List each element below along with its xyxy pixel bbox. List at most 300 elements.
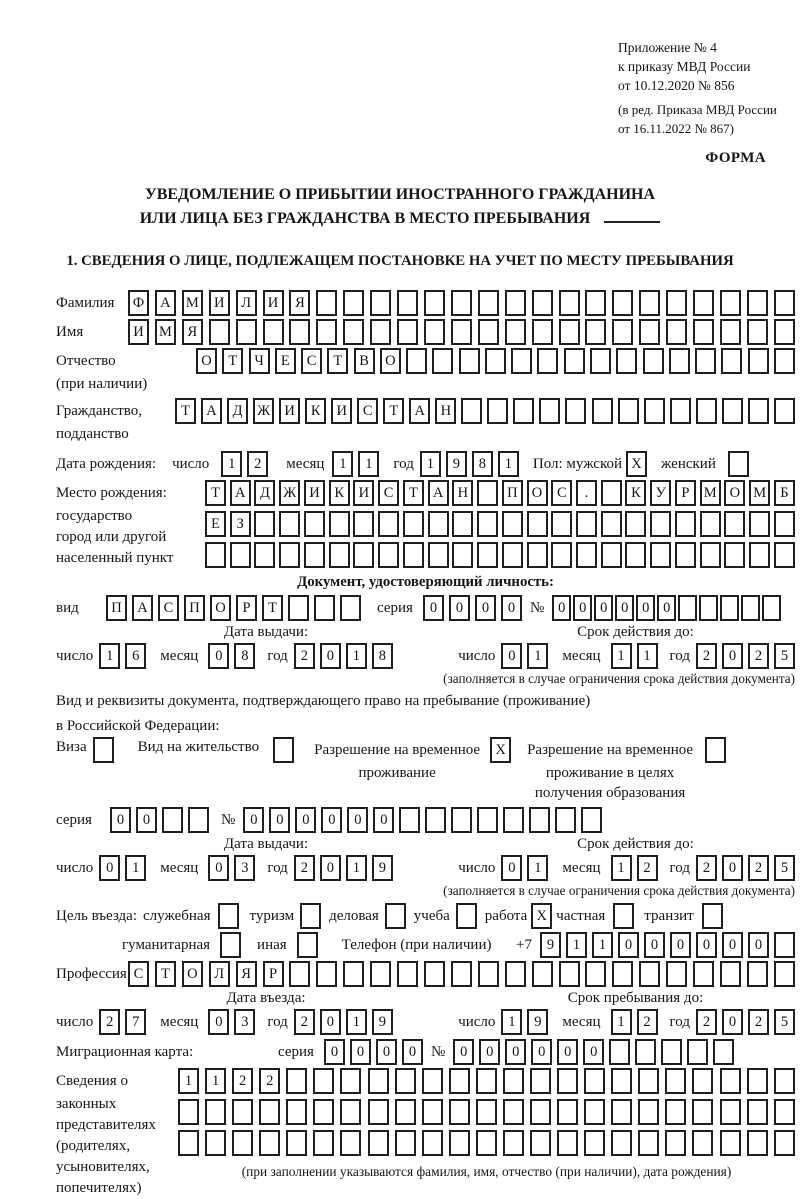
char-box[interactable] bbox=[236, 319, 257, 345]
char-box[interactable] bbox=[559, 319, 580, 345]
char-box-filled[interactable]: 0 bbox=[531, 1039, 552, 1065]
char-box-filled[interactable]: О bbox=[210, 595, 231, 621]
char-box-filled[interactable]: С bbox=[128, 961, 149, 987]
char-box[interactable] bbox=[188, 807, 209, 833]
char-box[interactable] bbox=[724, 542, 745, 568]
char-box-filled[interactable]: И bbox=[353, 480, 374, 506]
char-box-filled[interactable]: 0 bbox=[320, 855, 341, 881]
char-box[interactable] bbox=[286, 1068, 307, 1094]
char-box[interactable] bbox=[449, 1068, 470, 1094]
char-box[interactable] bbox=[370, 961, 391, 987]
char-box[interactable] bbox=[397, 961, 418, 987]
char-box[interactable] bbox=[529, 807, 550, 833]
char-box[interactable] bbox=[304, 511, 325, 537]
char-box[interactable] bbox=[205, 1130, 226, 1156]
char-box[interactable] bbox=[259, 1099, 280, 1125]
char-box[interactable] bbox=[584, 1068, 605, 1094]
char-box-filled[interactable]: 0 bbox=[670, 932, 691, 958]
char-box-filled[interactable]: А bbox=[230, 480, 251, 506]
char-box[interactable] bbox=[370, 319, 391, 345]
char-box[interactable] bbox=[316, 961, 337, 987]
char-box[interactable] bbox=[532, 961, 553, 987]
char-box[interactable] bbox=[461, 398, 482, 424]
char-box-filled[interactable]: 0 bbox=[321, 807, 342, 833]
char-box[interactable] bbox=[702, 903, 723, 929]
char-box[interactable] bbox=[368, 1068, 389, 1094]
char-box-filled[interactable]: 0 bbox=[722, 932, 743, 958]
char-box[interactable] bbox=[585, 961, 606, 987]
char-box[interactable] bbox=[695, 348, 716, 374]
char-box-filled[interactable]: 1 bbox=[611, 1009, 632, 1035]
char-box[interactable] bbox=[451, 807, 472, 833]
char-box-filled[interactable]: А bbox=[132, 595, 153, 621]
char-box[interactable] bbox=[564, 348, 585, 374]
char-box[interactable] bbox=[314, 595, 335, 621]
char-box[interactable] bbox=[316, 319, 337, 345]
char-box-filled[interactable]: 0 bbox=[644, 932, 665, 958]
char-box[interactable] bbox=[581, 807, 602, 833]
char-box-filled[interactable]: 2 bbox=[696, 643, 717, 669]
char-box-filled[interactable]: Р bbox=[236, 595, 257, 621]
char-box-filled[interactable]: 0 bbox=[320, 643, 341, 669]
char-box[interactable] bbox=[478, 319, 499, 345]
char-box-filled[interactable]: 0 bbox=[208, 643, 229, 669]
char-box-filled[interactable]: К bbox=[329, 480, 350, 506]
char-box-filled[interactable]: Ф bbox=[128, 290, 149, 316]
char-box-filled[interactable]: Я bbox=[182, 319, 203, 345]
char-box[interactable] bbox=[613, 903, 634, 929]
char-box-filled[interactable]: 0 bbox=[208, 855, 229, 881]
char-box[interactable] bbox=[478, 290, 499, 316]
char-box[interactable] bbox=[559, 290, 580, 316]
char-box[interactable] bbox=[399, 807, 420, 833]
char-box-filled[interactable]: 2 bbox=[748, 1009, 769, 1035]
char-box[interactable] bbox=[774, 1130, 795, 1156]
char-box-filled[interactable]: И bbox=[331, 398, 352, 424]
char-box-filled[interactable]: 1 bbox=[221, 451, 242, 477]
char-box[interactable] bbox=[530, 1130, 551, 1156]
char-box[interactable] bbox=[313, 1068, 334, 1094]
char-box[interactable] bbox=[576, 511, 597, 537]
char-box[interactable] bbox=[395, 1068, 416, 1094]
char-box[interactable] bbox=[316, 290, 337, 316]
char-box[interactable] bbox=[476, 1099, 497, 1125]
char-box[interactable] bbox=[476, 1130, 497, 1156]
char-box[interactable] bbox=[661, 1039, 682, 1065]
char-box-filled[interactable]: 9 bbox=[527, 1009, 548, 1035]
char-box-filled[interactable]: 1 bbox=[346, 855, 367, 881]
char-box[interactable] bbox=[693, 961, 714, 987]
char-box-filled[interactable]: 0 bbox=[501, 855, 522, 881]
char-box[interactable] bbox=[93, 737, 114, 763]
char-box-filled[interactable]: 0 bbox=[475, 595, 496, 621]
char-box-filled[interactable]: М bbox=[700, 480, 721, 506]
char-box-filled[interactable]: 0 bbox=[657, 595, 676, 621]
char-box-filled[interactable]: 1 bbox=[501, 1009, 522, 1035]
char-box-filled[interactable]: И bbox=[304, 480, 325, 506]
char-box[interactable] bbox=[340, 595, 361, 621]
char-box-filled[interactable]: 2 bbox=[232, 1068, 253, 1094]
char-box[interactable] bbox=[720, 595, 739, 621]
char-box[interactable] bbox=[424, 961, 445, 987]
char-box[interactable] bbox=[724, 511, 745, 537]
char-box[interactable] bbox=[699, 595, 718, 621]
char-box[interactable] bbox=[774, 348, 795, 374]
char-box-filled[interactable]: 0 bbox=[136, 807, 157, 833]
char-box[interactable] bbox=[449, 1130, 470, 1156]
char-box-filled[interactable]: 2 bbox=[748, 855, 769, 881]
char-box[interactable] bbox=[304, 542, 325, 568]
char-box[interactable] bbox=[459, 348, 480, 374]
char-box[interactable] bbox=[537, 348, 558, 374]
char-box[interactable] bbox=[687, 1039, 708, 1065]
char-box[interactable] bbox=[611, 1130, 632, 1156]
char-box[interactable] bbox=[422, 1068, 443, 1094]
char-box[interactable] bbox=[395, 1130, 416, 1156]
char-box-filled[interactable]: 0 bbox=[722, 643, 743, 669]
char-box-filled[interactable]: 1 bbox=[611, 643, 632, 669]
char-box[interactable] bbox=[625, 511, 646, 537]
char-box-filled[interactable]: Д bbox=[254, 480, 275, 506]
char-box-filled[interactable]: 0 bbox=[748, 932, 769, 958]
char-box[interactable] bbox=[449, 1099, 470, 1125]
char-box[interactable] bbox=[527, 511, 548, 537]
char-box[interactable] bbox=[720, 290, 741, 316]
char-box[interactable] bbox=[557, 1068, 578, 1094]
char-box[interactable] bbox=[749, 542, 770, 568]
char-box-filled[interactable]: А bbox=[201, 398, 222, 424]
char-box[interactable] bbox=[340, 1068, 361, 1094]
char-box-filled[interactable]: 9 bbox=[372, 855, 393, 881]
char-box[interactable] bbox=[720, 1099, 741, 1125]
char-box-filled[interactable]: 2 bbox=[637, 855, 658, 881]
char-box-filled[interactable]: 0 bbox=[557, 1039, 578, 1065]
char-box[interactable] bbox=[313, 1099, 334, 1125]
char-box[interactable] bbox=[576, 542, 597, 568]
char-box[interactable] bbox=[555, 807, 576, 833]
char-box[interactable] bbox=[343, 319, 364, 345]
char-box[interactable] bbox=[279, 511, 300, 537]
char-box-filled[interactable]: Т bbox=[175, 398, 196, 424]
char-box[interactable] bbox=[665, 1099, 686, 1125]
char-box-filled[interactable]: 0 bbox=[552, 595, 571, 621]
char-box[interactable] bbox=[666, 319, 687, 345]
char-box[interactable] bbox=[428, 511, 449, 537]
char-box[interactable] bbox=[643, 348, 664, 374]
char-box[interactable] bbox=[638, 1099, 659, 1125]
char-box-filled[interactable]: К bbox=[305, 398, 326, 424]
char-box[interactable] bbox=[650, 542, 671, 568]
char-box[interactable] bbox=[678, 595, 697, 621]
char-box-filled[interactable]: 0 bbox=[479, 1039, 500, 1065]
char-box[interactable] bbox=[422, 1130, 443, 1156]
char-box[interactable] bbox=[539, 398, 560, 424]
char-box[interactable] bbox=[456, 903, 477, 929]
char-box-filled[interactable]: Т bbox=[327, 348, 348, 374]
char-box-filled[interactable]: 1 bbox=[205, 1068, 226, 1094]
char-box[interactable] bbox=[395, 1099, 416, 1125]
char-box-filled[interactable]: П bbox=[184, 595, 205, 621]
char-box[interactable] bbox=[747, 1130, 768, 1156]
char-box[interactable] bbox=[353, 542, 374, 568]
char-box[interactable] bbox=[747, 319, 768, 345]
char-box[interactable] bbox=[639, 961, 660, 987]
char-box[interactable] bbox=[162, 807, 183, 833]
char-box-filled[interactable]: 1 bbox=[358, 451, 379, 477]
char-box[interactable] bbox=[747, 290, 768, 316]
char-box[interactable] bbox=[584, 1130, 605, 1156]
char-box[interactable] bbox=[451, 961, 472, 987]
char-box[interactable] bbox=[288, 595, 309, 621]
char-box[interactable] bbox=[220, 932, 241, 958]
char-box-filled[interactable]: 0 bbox=[402, 1039, 423, 1065]
char-box-filled[interactable]: Л bbox=[209, 961, 230, 987]
char-box[interactable] bbox=[741, 595, 760, 621]
char-box[interactable] bbox=[675, 542, 696, 568]
char-box-filled[interactable]: 1 bbox=[566, 932, 587, 958]
char-box[interactable] bbox=[368, 1099, 389, 1125]
char-box-filled[interactable]: О bbox=[527, 480, 548, 506]
char-box-filled[interactable]: У bbox=[650, 480, 671, 506]
char-box[interactable] bbox=[503, 1099, 524, 1125]
char-box-filled[interactable]: Е bbox=[275, 348, 296, 374]
char-box-filled[interactable]: Ж bbox=[279, 480, 300, 506]
char-box[interactable] bbox=[720, 961, 741, 987]
char-box[interactable] bbox=[279, 542, 300, 568]
char-box-filled[interactable]: 0 bbox=[324, 1039, 345, 1065]
char-box[interactable] bbox=[557, 1130, 578, 1156]
char-box[interactable] bbox=[774, 511, 795, 537]
char-box-filled[interactable]: 1 bbox=[178, 1068, 199, 1094]
char-box[interactable] bbox=[343, 290, 364, 316]
char-box[interactable] bbox=[230, 542, 251, 568]
char-box[interactable] bbox=[503, 1130, 524, 1156]
char-box[interactable] bbox=[424, 319, 445, 345]
char-box[interactable] bbox=[611, 1099, 632, 1125]
char-box[interactable] bbox=[422, 1099, 443, 1125]
char-box-filled[interactable]: 2 bbox=[247, 451, 268, 477]
char-box-filled[interactable]: 1 bbox=[346, 1009, 367, 1035]
char-box-filled[interactable]: 1 bbox=[125, 855, 146, 881]
char-box[interactable] bbox=[397, 290, 418, 316]
char-box[interactable] bbox=[639, 319, 660, 345]
char-box-filled[interactable]: 9 bbox=[446, 451, 467, 477]
char-box[interactable] bbox=[670, 398, 691, 424]
char-box-filled[interactable]: 9 bbox=[540, 932, 561, 958]
char-box-filled[interactable]: М bbox=[749, 480, 770, 506]
char-box[interactable] bbox=[532, 319, 553, 345]
char-box-filled[interactable]: 0 bbox=[594, 595, 613, 621]
char-box-filled[interactable]: В bbox=[354, 348, 375, 374]
char-box[interactable] bbox=[585, 319, 606, 345]
char-box[interactable] bbox=[385, 903, 406, 929]
char-box[interactable] bbox=[666, 290, 687, 316]
char-box[interactable] bbox=[747, 1099, 768, 1125]
char-box[interactable] bbox=[625, 542, 646, 568]
char-box-filled[interactable]: Н bbox=[452, 480, 473, 506]
char-box-filled[interactable]: 1 bbox=[346, 643, 367, 669]
char-box[interactable] bbox=[505, 319, 526, 345]
char-box-filled[interactable]: Л bbox=[236, 290, 257, 316]
char-box-filled[interactable]: 2 bbox=[294, 1009, 315, 1035]
char-box[interactable] bbox=[666, 961, 687, 987]
char-box-filled[interactable]: А bbox=[428, 480, 449, 506]
char-box-filled[interactable]: 0 bbox=[320, 1009, 341, 1035]
char-box-filled[interactable]: 0 bbox=[722, 855, 743, 881]
char-box-filled[interactable]: 1 bbox=[527, 855, 548, 881]
char-box-filled[interactable]: Т bbox=[222, 348, 243, 374]
char-box-filled[interactable]: 0 bbox=[501, 595, 522, 621]
char-box[interactable] bbox=[585, 290, 606, 316]
char-box-filled[interactable]: 2 bbox=[259, 1068, 280, 1094]
char-box[interactable] bbox=[329, 542, 350, 568]
char-box-filled[interactable]: 0 bbox=[501, 643, 522, 669]
char-box[interactable] bbox=[611, 1068, 632, 1094]
char-box[interactable] bbox=[289, 961, 310, 987]
char-box[interactable] bbox=[665, 1068, 686, 1094]
char-box-filled[interactable]: 0 bbox=[99, 855, 120, 881]
char-box-filled[interactable]: Р bbox=[675, 480, 696, 506]
char-box-filled[interactable]: 0 bbox=[347, 807, 368, 833]
char-box-filled[interactable]: Ч bbox=[249, 348, 270, 374]
char-box-filled[interactable]: 2 bbox=[637, 1009, 658, 1035]
char-box[interactable] bbox=[774, 932, 795, 958]
char-box-filled[interactable]: А bbox=[409, 398, 430, 424]
char-box-filled[interactable]: З bbox=[230, 511, 251, 537]
char-box[interactable] bbox=[650, 511, 671, 537]
char-box[interactable] bbox=[432, 348, 453, 374]
char-box[interactable] bbox=[340, 1130, 361, 1156]
char-box-filled[interactable]: Е bbox=[205, 511, 226, 537]
char-box-filled[interactable]: О bbox=[724, 480, 745, 506]
char-box-filled[interactable]: 2 bbox=[99, 1009, 120, 1035]
char-box[interactable] bbox=[584, 1099, 605, 1125]
char-box[interactable] bbox=[748, 348, 769, 374]
char-box[interactable] bbox=[774, 961, 795, 987]
char-box[interactable] bbox=[592, 398, 613, 424]
char-box[interactable] bbox=[343, 961, 364, 987]
char-box[interactable] bbox=[565, 398, 586, 424]
char-box-filled[interactable]: 0 bbox=[696, 932, 717, 958]
char-box-filled[interactable]: 2 bbox=[696, 1009, 717, 1035]
char-box-filled[interactable]: 0 bbox=[505, 1039, 526, 1065]
char-box[interactable] bbox=[692, 1130, 713, 1156]
char-box[interactable] bbox=[451, 319, 472, 345]
char-box-filled[interactable]: С bbox=[551, 480, 572, 506]
char-box[interactable] bbox=[300, 903, 321, 929]
char-box[interactable] bbox=[232, 1130, 253, 1156]
char-box[interactable] bbox=[254, 511, 275, 537]
char-box-filled[interactable]: М bbox=[182, 290, 203, 316]
char-box[interactable] bbox=[313, 1130, 334, 1156]
char-box-filled[interactable]: 1 bbox=[332, 451, 353, 477]
char-box[interactable] bbox=[551, 542, 572, 568]
char-box-filled[interactable]: 2 bbox=[294, 855, 315, 881]
char-box-filled[interactable]: Б bbox=[774, 480, 795, 506]
char-box[interactable] bbox=[665, 1130, 686, 1156]
char-box-filled[interactable]: Т bbox=[403, 480, 424, 506]
char-box-filled[interactable]: 0 bbox=[373, 807, 394, 833]
char-box[interactable] bbox=[601, 542, 622, 568]
char-box[interactable] bbox=[273, 737, 294, 763]
char-box-filled[interactable]: 1 bbox=[498, 451, 519, 477]
char-box[interactable] bbox=[353, 511, 374, 537]
char-box[interactable] bbox=[638, 1068, 659, 1094]
char-box[interactable] bbox=[700, 511, 721, 537]
char-box[interactable] bbox=[478, 961, 499, 987]
char-box-filled[interactable]: 2 bbox=[294, 643, 315, 669]
char-box[interactable] bbox=[749, 511, 770, 537]
char-box-filled[interactable]: О bbox=[380, 348, 401, 374]
char-box[interactable] bbox=[297, 932, 318, 958]
char-box[interactable] bbox=[635, 1039, 656, 1065]
char-box-filled[interactable]: М bbox=[155, 319, 176, 345]
char-box[interactable] bbox=[178, 1099, 199, 1125]
char-box[interactable] bbox=[616, 348, 637, 374]
char-box[interactable] bbox=[477, 480, 498, 506]
char-box-filled[interactable]: 0 bbox=[350, 1039, 371, 1065]
char-box[interactable] bbox=[644, 398, 665, 424]
char-box[interactable] bbox=[774, 398, 795, 424]
char-box[interactable] bbox=[590, 348, 611, 374]
char-box[interactable] bbox=[505, 961, 526, 987]
char-box-filled[interactable]: И bbox=[279, 398, 300, 424]
char-box-filled[interactable]: X bbox=[490, 737, 511, 763]
char-box[interactable] bbox=[289, 319, 310, 345]
char-box[interactable] bbox=[428, 542, 449, 568]
char-box[interactable] bbox=[511, 348, 532, 374]
char-box[interactable] bbox=[503, 1068, 524, 1094]
char-box-filled[interactable]: 1 bbox=[99, 643, 120, 669]
char-box[interactable] bbox=[476, 1068, 497, 1094]
char-box[interactable] bbox=[618, 398, 639, 424]
char-box[interactable] bbox=[609, 1039, 630, 1065]
char-box[interactable] bbox=[254, 542, 275, 568]
char-box[interactable] bbox=[424, 290, 445, 316]
char-box[interactable] bbox=[487, 398, 508, 424]
char-box-filled[interactable]: Н bbox=[435, 398, 456, 424]
char-box-filled[interactable]: 0 bbox=[208, 1009, 229, 1035]
char-box[interactable] bbox=[505, 290, 526, 316]
char-box[interactable] bbox=[532, 290, 553, 316]
char-box[interactable] bbox=[774, 542, 795, 568]
char-box-filled[interactable]: 1 bbox=[637, 643, 658, 669]
char-box[interactable] bbox=[205, 542, 226, 568]
char-box-filled[interactable]: Я bbox=[236, 961, 257, 987]
char-box-filled[interactable]: 0 bbox=[449, 595, 470, 621]
char-box-filled[interactable]: Т bbox=[383, 398, 404, 424]
char-box-filled[interactable]: 6 bbox=[125, 643, 146, 669]
char-box[interactable] bbox=[639, 290, 660, 316]
char-box-filled[interactable]: И bbox=[209, 290, 230, 316]
char-box-filled[interactable]: Я bbox=[289, 290, 310, 316]
char-box-filled[interactable]: 0 bbox=[636, 595, 655, 621]
char-box-filled[interactable]: О bbox=[196, 348, 217, 374]
char-box-filled[interactable]: С bbox=[301, 348, 322, 374]
char-box[interactable] bbox=[451, 290, 472, 316]
char-box-filled[interactable]: 1 bbox=[420, 451, 441, 477]
char-box-filled[interactable]: А bbox=[155, 290, 176, 316]
char-box[interactable] bbox=[263, 319, 284, 345]
char-box-filled[interactable]: 0 bbox=[269, 807, 290, 833]
char-box[interactable] bbox=[370, 290, 391, 316]
char-box[interactable] bbox=[774, 1068, 795, 1094]
char-box[interactable] bbox=[397, 319, 418, 345]
char-box[interactable] bbox=[503, 807, 524, 833]
char-box[interactable] bbox=[774, 319, 795, 345]
char-box[interactable] bbox=[502, 511, 523, 537]
char-box[interactable] bbox=[425, 807, 446, 833]
